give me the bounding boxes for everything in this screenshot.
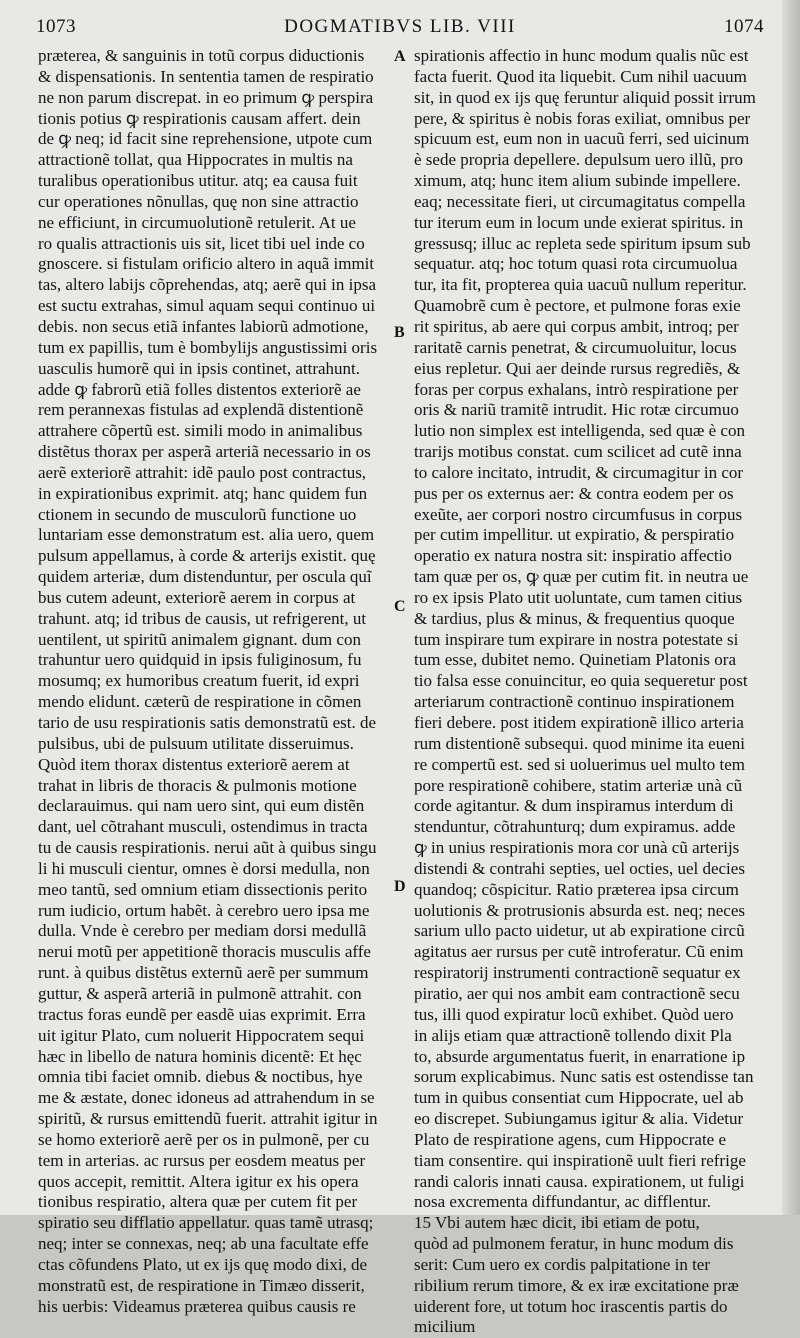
text-line: arteriarum contractionẽ continuo inspirationem [414, 692, 735, 712]
text-line: raritatẽ carnis penetrat, & circumuoluitur, locus [414, 337, 737, 357]
text-line: est suctu extrahas, simul aquam sequi continuo ui [38, 296, 376, 316]
text-line: dulla. Vnde è cerebro per mediam dorsi medullã [38, 921, 367, 941]
right-page-number: 1074 [724, 16, 764, 37]
text-line: in expirationibus exprimit. atq; hanc quidem fun [38, 483, 368, 503]
text-line: rit spiritus, ab aere qui corpus ambit, introq; per [414, 316, 739, 336]
text-line: re compertũ est. sed si uoluerimus uel multo tem [414, 754, 745, 774]
text-line: hæc in libello de natura hominis dicentẽ: Et hęc [38, 1046, 362, 1066]
text-line: attrahere cõpertũ est. simili modo in animalibus [38, 421, 363, 441]
text-line: sequatur. atq; hoc totum quasi rota circumuolua [414, 254, 738, 274]
text-line: pore respirationẽ cohibere, statim arteriæ unà cũ [414, 775, 743, 795]
text-line: dant, uel cõtrahant musculi, ostendimus in tracta [38, 817, 368, 837]
text-line: neq; inter se connexas, neq; ab una facultate effe [38, 1234, 369, 1254]
text-line: lutio non simplex est intelligenda, sed quæ è con [414, 421, 745, 441]
text-line: quidem arteriæ, dum distenduntur, per oscula quĩ [38, 567, 372, 587]
text-line: oris & nariũ tramitẽ intrudit. Hic rotæ circumuo [414, 400, 739, 420]
text-line: Quòd item thorax distentus exteriorẽ aerem at [38, 754, 350, 774]
text-line: ximum, atq; hunc item alium subinde impellere. [414, 171, 741, 191]
text-line: fieri debere. post itidem expirationẽ illico arteria [414, 713, 744, 732]
text-line: facta fuerit. Quod ita liquebit. Cum nihil uacuum [414, 66, 747, 86]
text-line: tam quæ per os, ꝙ quæ per cutim fit. in neutra ue [414, 567, 749, 587]
text-line: tio falsa esse conuincitur, eo quia sequeretur post [414, 671, 748, 691]
text-line: sorum explicabimus. Nunc satis est ostendisse tan [414, 1067, 754, 1087]
text-line: debis. non secus etiã infantes labiorũ admotione, [38, 316, 369, 336]
text-line: spiratio seu difflatio appellatur. quas tamẽ utrasq; [38, 1213, 374, 1233]
text-line: stenduntur, cõtrahunturq; dum expiramus. adde [414, 817, 736, 837]
text-line: declarauimus. qui nam uero sint, qui eum distẽn [38, 796, 365, 816]
text-line: cur operationes nõnullas, quę non sine attractio [38, 191, 359, 211]
text-line: tur, ita fit, propterea quia uacuũ nullum reperitur. [414, 275, 747, 295]
text-line: pulsum appellamus, à corde & arterijs existit. quę [38, 546, 376, 566]
text-line: tum ex papillis, tum è bombylijs angustissimi oris [38, 337, 378, 357]
text-line: meo tantũ, sed omnium etiam dissectionis perito [38, 879, 368, 899]
margin-marker-a: A [394, 48, 406, 65]
text-line: tem in arterias. ac rursus per eosdem meatus per [38, 1150, 366, 1170]
text-line: quos accepit, remittit. Altera igitur ex his opera [38, 1171, 359, 1191]
text-line: rem perannexas fistulas ad explendã distentionẽ [38, 400, 364, 420]
text-line: quòd ad pulmonem feratur, in hunc modum dis [414, 1234, 734, 1254]
text-line: è sede propria depellere. depulsum uero illũ, pro [414, 150, 744, 170]
text-line: se homo exteriorẽ aerẽ per os in pulmonẽ, per cu [38, 1129, 370, 1149]
text-line: adde ꝙ fabrorũ etiã folles distentos exteriorẽ ae [38, 379, 361, 399]
text-line: de ꝙ neq; id facit sine reprehensione, utpote cum [38, 129, 373, 149]
text-line: tur iterum eum in locum unde exierat spiritus. in [414, 212, 744, 232]
text-line: guttur, & asperã arteriã in pulmonẽ attrahit. con [38, 983, 362, 1003]
text-line: tum inspirare tum expirare in nostra potestate si [414, 629, 739, 649]
text-line: luntariam esse demonstratum est. alia uero, quem [38, 525, 375, 545]
text-line: eaq; necessitate fieri, ut circumagitatus compella [414, 191, 746, 211]
text-line: mosumq; ex humoribus creatum fuerit, id expri [38, 671, 360, 691]
text-line: respiratorij instrumenti contractionẽ sequatur ex [414, 963, 741, 983]
text-line: eius repletur. Qui aer deinde rursus regrediẽs, & [414, 358, 741, 378]
text-line: sarium ullo pacto uidetur, ut ab expiratione circũ [414, 921, 745, 941]
text-line: exeũte, aer corpori nostro circumfusus in corpus [414, 504, 743, 524]
text-line: præterea, & sanguinis in totũ corpus diductionis [38, 46, 365, 65]
text-line: piratio, aer qui nos ambit eam contractionẽ secu [414, 983, 740, 1003]
text-line: tario de usu respirationis satis demonstratũ est. de [38, 713, 377, 732]
text-line: uit igitur Plato, cum noluerit Hippocratem sequi [38, 1025, 365, 1045]
text-line: tum in quibus consentiat cum Hippocrate, uel ab [414, 1088, 744, 1108]
text-line: turalibus operationibus utitur. atq; ea causa fuit [38, 171, 358, 191]
text-line: uolutionis & protrusionis absurda est. neq; neces [414, 900, 745, 920]
text-line: ne efficiunt, in circumuolutionẽ retulerit. At ue [38, 212, 356, 232]
text-line: agitatus aer rursus per cutẽ introferatur. Cũ enim [414, 942, 744, 962]
text-line: foras per corpus exhalans, intrò respiratione per [414, 379, 739, 399]
text-line: runt. à quibus distẽtus externũ aerẽ per summum [38, 963, 369, 983]
text-line: pus per os externus aer: & contra eodem per os [414, 483, 734, 503]
text-line: to, absurde argumentatus fuerit, in enarratione ip [414, 1046, 746, 1066]
running-header [36, 16, 764, 42]
text-line: serit: Cum uero ex cordis palpitatione in ter [414, 1254, 711, 1274]
text-line: attractionẽ tollat, qua Hippocrates in multis na [38, 150, 353, 170]
text-line: mendo elidunt. cæterũ de respiratione in cõmen [38, 692, 362, 712]
text-line: aerẽ exteriorẽ attrahit: idẽ paulo post contractus, [38, 462, 367, 482]
text-line: tractus foras eundẽ per easdẽ uias exprimit. Erra [38, 1004, 366, 1024]
text-line: distendi & contrahi septies, uel octies, uel decies [414, 858, 745, 878]
margin-marker-d: D [394, 878, 406, 895]
text-line: nerui motũ per appetitionẽ thoracis musculis affe [38, 942, 371, 962]
text-line: tu de causis respirationis. nerui aũt à quibus singu [38, 838, 377, 858]
text-line: ro qualis attractionis uis sit, licet tibi uel inde co [38, 233, 365, 253]
text-line: rum iudicio, ortum habẽt. à cerebro uero ipsa me [38, 900, 370, 920]
text-line: monstratũ est, de respiratione in Timæo disserit, [38, 1275, 365, 1295]
text-line: gnoscere. si fistulam orificio altero in aquã immit [38, 254, 375, 274]
text-line: ꝙ in unius respirationis mora cor unà cũ arterijs [414, 838, 740, 858]
text-line: trahunt. atq; id tribus de causis, ut refrigerent, ut [38, 608, 367, 628]
page-edge-shadow [782, 0, 800, 1215]
text-line: ro ex ipsis Plato utit uoluntate, cum tamen citius [414, 587, 743, 607]
text-line: uiderent fore, ut totum hoc irascentis partis do [414, 1296, 728, 1316]
text-line: spiritũ, & rursus emittendũ fuerit. attrahit igitur in [38, 1109, 378, 1129]
left-text-column [38, 46, 390, 1317]
text-line: Quamobrẽ cum è pectore, et pulmone foras exie [414, 296, 741, 316]
text-line: ne non parum discrepat. in eo primum ꝙ perspira [38, 87, 374, 107]
margin-marker-b: B [394, 324, 405, 341]
text-line: trarijs motibus constat. cum scilicet ad cutẽ inna [414, 442, 742, 462]
text-line: ctionem in secundo de musculorũ functione uo [38, 504, 357, 524]
text-line: omnia tibi faciet omnib. diebus & noctibus, hye [38, 1067, 363, 1087]
text-line: & dispensationis. In sententia tamen de respiratio [38, 66, 374, 86]
text-line: spicuum est, eum non in uacuũ ferri, sed uicinum [414, 129, 750, 149]
text-line: bus cutem adeunt, exteriorẽ aerem in corpus at [38, 587, 356, 607]
text-line: li hi musculi cientur, omnes è dorsi medulla, non [38, 858, 370, 878]
text-line: pulsibus, ubi de pulsuum utilitate disseruimus. [38, 733, 354, 753]
text-line: to calore incitato, intrudit, & circumagitur in cor [414, 462, 744, 482]
right-text-column [414, 46, 766, 1338]
text-line: tionis potius ꝙ respirationis causam affert. dein [38, 108, 361, 128]
text-line: ribilium rerum timore, & ex iræ excitatione præ [414, 1275, 739, 1295]
text-line: trahuntur uero quidquid in ipsis fuliginosum, fu [38, 650, 362, 670]
text-line: pere, & spiritus è nobis foras exiliat, omnibus per [414, 108, 751, 128]
text-line: uasculis humorẽ qui in ipsis continet, attrahunt. [38, 358, 361, 378]
text-line: tionibus respiratio, altera quæ per cutem fit per [38, 1192, 358, 1212]
text-line: quandoq; cõspicitur. Ratio præterea ipsa circum [414, 879, 739, 899]
text-line: per cutim impellitur. ut expiratio, & perspiratio [414, 525, 735, 545]
left-page-number: 1073 [36, 16, 76, 37]
text-line: sit, in quod ex ijs quę feruntur aliquid possit irrum [414, 87, 756, 107]
text-line: Plato de respiratione agens, cum Hippocrate e [414, 1129, 727, 1149]
text-line: tum esse, dubitet nemo. Quinetiam Platonis ora [414, 650, 737, 670]
text-line: corde agitantur. & dum inspiramus interdum di [414, 796, 734, 816]
text-line: tus, illi quod expiratur locũ exhibet. Quòd uero [414, 1004, 734, 1024]
text-line: operatio ex natura nostra sit: inspiratio affectio [414, 546, 732, 566]
margin-marker-c: C [394, 598, 406, 615]
text-line: randi caloris innati causa. expirationem, ut fuligi [414, 1171, 745, 1191]
text-line: in alijs etiam quæ attractionẽ tollendo dixit Pla [414, 1025, 732, 1045]
text-line: me & æstate, donec idoneus ad attrahendum in se [38, 1088, 375, 1108]
running-title: DOGMATIBVS LIB. VIII [284, 16, 516, 37]
text-line: tiam consentire. qui inspirationẽ uult fieri refrige [414, 1150, 746, 1170]
text-line: 15 Vbi autem hæc dicit, ibi etiam de potu, [414, 1213, 700, 1233]
text-line: tas, altero labijs cõprehendas, atq; aerẽ qui in ipsa [38, 275, 376, 295]
text-line: distẽtus thorax per asperã arteriã necessario in os [38, 442, 371, 462]
text-line: rum distentionẽ subsequi. quod minime ita eueni [414, 733, 745, 753]
text-line: & tardius, plus & minus, & frequentius quoque [414, 608, 735, 628]
text-line: uentilent, ut spiritũ animalem gignant. dum con [38, 629, 361, 649]
text-line: micilium [414, 1317, 476, 1337]
text-line: nosa excrementa diffundantur, ac difflentur. [414, 1192, 712, 1212]
text-line: gressusq; illuc ac repleta sede spiritum ipsum sub [414, 233, 751, 253]
text-line: eo discrepet. Subiungamus igitur & alia. Videtur [414, 1109, 744, 1129]
text-line: ctas cõfundens Plato, ut ex ijs quę modo dixi, de [38, 1254, 368, 1274]
text-line: his uerbis: Videamus præterea quibus causis re [38, 1296, 356, 1316]
text-line: trahat in libris de thoracis & pulmonis motione [38, 775, 357, 795]
text-line: spirationis affectio in hunc modum qualis nũc est [414, 46, 749, 65]
